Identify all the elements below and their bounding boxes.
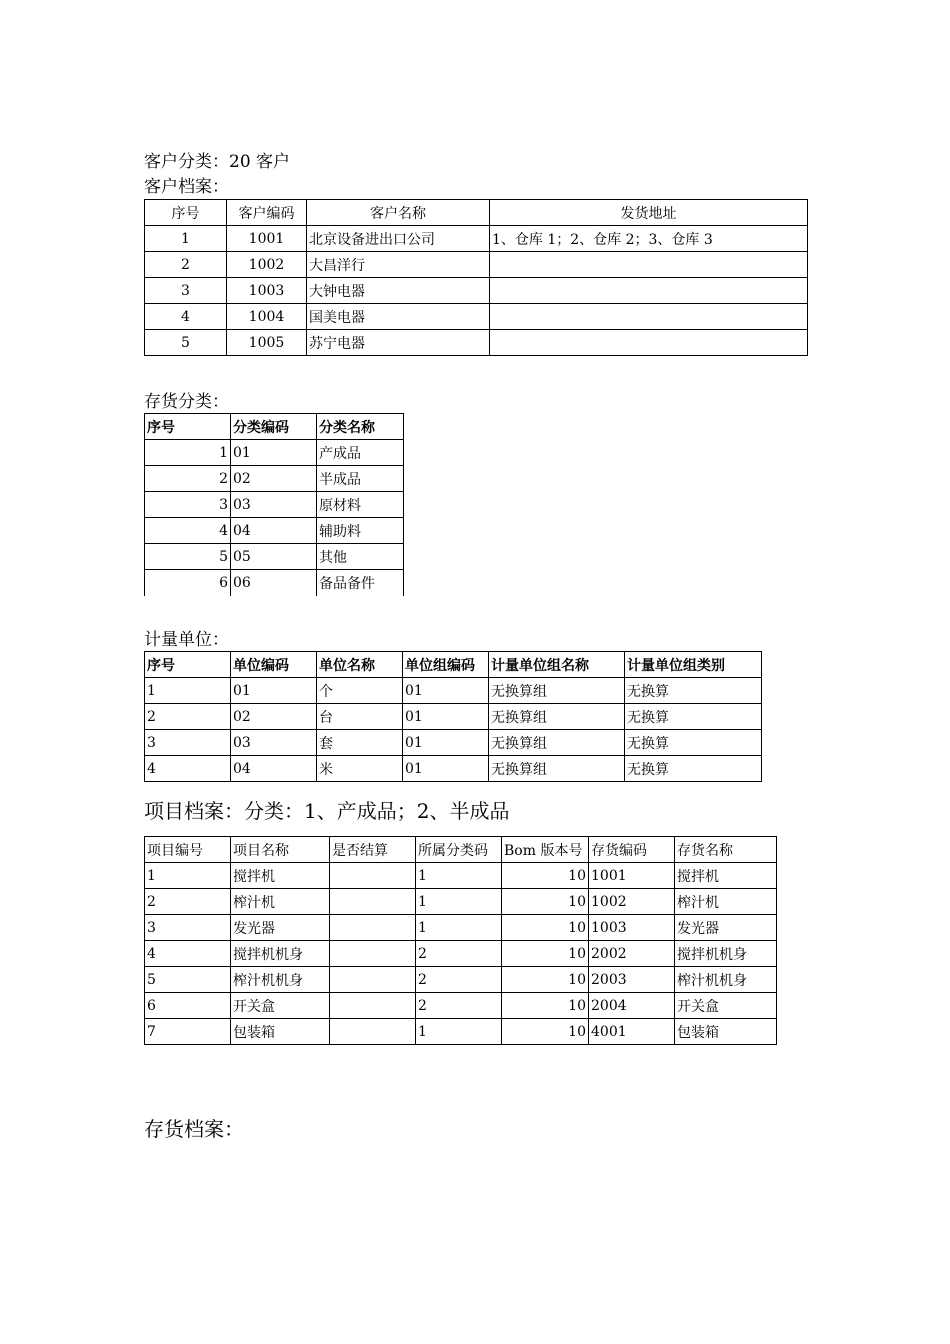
- table-cell: 北京设备进出口公司: [307, 226, 490, 252]
- units-table: [144, 651, 762, 782]
- table-cell: 3: [145, 492, 231, 518]
- table-row: [145, 704, 762, 730]
- header-cell: 序号: [145, 200, 227, 226]
- table-cell: 其他: [317, 544, 404, 570]
- table-cell: 1: [416, 863, 502, 889]
- table-cell: [330, 863, 416, 889]
- project-title: 项目档案：分类：1、产成品；2、半成品: [144, 799, 510, 823]
- table-cell: 套: [317, 730, 403, 756]
- table-row: [145, 863, 777, 889]
- table-cell: 10: [502, 967, 589, 993]
- table-row: [145, 440, 404, 466]
- table-cell: 包装箱: [675, 1019, 777, 1045]
- table-cell: 无换算: [625, 756, 762, 782]
- table-cell: 04: [231, 756, 317, 782]
- table-cell: 苏宁电器: [307, 330, 490, 356]
- table-cell: 6: [145, 993, 231, 1019]
- header-cell: 计量单位组类别: [625, 652, 762, 678]
- table-row: [145, 304, 808, 330]
- table-cell: 榨汁机机身: [231, 967, 330, 993]
- table-row: [145, 252, 808, 278]
- table-cell: 01: [403, 704, 489, 730]
- table-row: [145, 889, 777, 915]
- table-cell: 榨汁机: [231, 889, 330, 915]
- table-cell: 01: [403, 730, 489, 756]
- table-cell: 榨汁机: [675, 889, 777, 915]
- table-header-row: [145, 837, 777, 863]
- table-cell: 2: [145, 704, 231, 730]
- table-row: [145, 330, 808, 356]
- table-row: [145, 492, 404, 518]
- header-cell: 单位组编码: [403, 652, 489, 678]
- table-cell: 10: [502, 993, 589, 1019]
- table-cell: 4: [145, 304, 227, 330]
- table-cell: 03: [231, 492, 317, 518]
- table-cell: 大钟电器: [307, 278, 490, 304]
- customer-class-line: 客户分类：20 客户: [144, 152, 291, 172]
- table-row: [145, 756, 762, 782]
- table-header-row: [145, 652, 762, 678]
- table-cell: 1: [416, 915, 502, 941]
- table-row: [145, 993, 777, 1019]
- table-cell: [490, 330, 808, 356]
- inventory-class-table: [144, 413, 404, 596]
- table-cell: 发光器: [231, 915, 330, 941]
- table-cell: 5: [145, 544, 231, 570]
- table-row: [145, 518, 404, 544]
- header-cell: 单位编码: [231, 652, 317, 678]
- table-cell: 10: [502, 915, 589, 941]
- table-cell: 2004: [589, 993, 675, 1019]
- project-table: [144, 836, 777, 1045]
- table-cell: 1001: [227, 226, 307, 252]
- table-row: [145, 1019, 777, 1045]
- table-cell: 01: [231, 678, 317, 704]
- table-cell: 搅拌机: [231, 863, 330, 889]
- table-cell: 06: [231, 570, 317, 596]
- table-cell: 1003: [589, 915, 675, 941]
- table-cell: 4: [145, 756, 231, 782]
- table-cell: 02: [231, 466, 317, 492]
- table-cell: 2: [145, 889, 231, 915]
- table-row: [145, 544, 404, 570]
- table-cell: 无换算组: [489, 678, 625, 704]
- header-cell: 序号: [145, 652, 231, 678]
- table-cell: 4: [145, 518, 231, 544]
- table-cell: 5: [145, 967, 231, 993]
- table-cell: 无换算组: [489, 730, 625, 756]
- table-cell: 台: [317, 704, 403, 730]
- table-cell: 1005: [227, 330, 307, 356]
- header-cell: 分类名称: [317, 414, 404, 440]
- table-cell: 6: [145, 570, 231, 596]
- table-cell: 榨汁机机身: [675, 967, 777, 993]
- table-cell: 发光器: [675, 915, 777, 941]
- table-cell: 1: [416, 889, 502, 915]
- table-cell: 半成品: [317, 466, 404, 492]
- table-cell: 开关盒: [231, 993, 330, 1019]
- header-cell: Bom 版本号: [502, 837, 589, 863]
- table-cell: 原材料: [317, 492, 404, 518]
- table-row: [145, 678, 762, 704]
- table-cell: 3: [145, 915, 231, 941]
- header-cell: 单位名称: [317, 652, 403, 678]
- table-cell: 1002: [589, 889, 675, 915]
- table-cell: 无换算: [625, 730, 762, 756]
- table-cell: 10: [502, 941, 589, 967]
- table-cell: 4: [145, 941, 231, 967]
- table-cell: 个: [317, 678, 403, 704]
- table-row: [145, 226, 808, 252]
- table-cell: [330, 941, 416, 967]
- table-row: [145, 967, 777, 993]
- table-row: [145, 941, 777, 967]
- table-cell: 1003: [227, 278, 307, 304]
- table-row: [145, 570, 404, 596]
- table-cell: 包装箱: [231, 1019, 330, 1045]
- table-cell: 2: [416, 993, 502, 1019]
- table-cell: 1: [145, 678, 231, 704]
- table-row: [145, 278, 808, 304]
- table-cell: [330, 915, 416, 941]
- table-cell: 搅拌机机身: [675, 941, 777, 967]
- table-cell: 4001: [589, 1019, 675, 1045]
- header-cell: 客户名称: [307, 200, 490, 226]
- table-cell: 01: [231, 440, 317, 466]
- table-cell: [330, 889, 416, 915]
- table-cell: 米: [317, 756, 403, 782]
- table-cell: 01: [403, 678, 489, 704]
- header-cell: 项目名称: [231, 837, 330, 863]
- table-cell: 辅助料: [317, 518, 404, 544]
- table-cell: 2: [416, 941, 502, 967]
- table-cell: 无换算: [625, 704, 762, 730]
- table-cell: 10: [502, 1019, 589, 1045]
- table-cell: 10: [502, 889, 589, 915]
- header-cell: 所属分类码: [416, 837, 502, 863]
- table-cell: 3: [145, 278, 227, 304]
- table-cell: 02: [231, 704, 317, 730]
- table-cell: 1001: [589, 863, 675, 889]
- table-cell: 1: [145, 226, 227, 252]
- table-cell: 1: [416, 1019, 502, 1045]
- table-header-row: [145, 200, 808, 226]
- table-cell: 2: [145, 466, 231, 492]
- header-cell: 项目编号: [145, 837, 231, 863]
- table-cell: 搅拌机: [675, 863, 777, 889]
- header-cell: 存货名称: [675, 837, 777, 863]
- table-cell: [330, 967, 416, 993]
- header-cell: 分类编码: [231, 414, 317, 440]
- table-cell: 搅拌机机身: [231, 941, 330, 967]
- inventory-class-title: 存货分类：: [144, 392, 229, 412]
- header-cell: 发货地址: [490, 200, 808, 226]
- header-cell: 客户编码: [227, 200, 307, 226]
- table-cell: 05: [231, 544, 317, 570]
- table-cell: [490, 252, 808, 278]
- table-cell: 1: [145, 863, 231, 889]
- table-cell: 备品备件: [317, 570, 404, 596]
- table-cell: [330, 993, 416, 1019]
- table-cell: 无换算组: [489, 756, 625, 782]
- customer-table: [144, 199, 808, 356]
- table-cell: 1002: [227, 252, 307, 278]
- customer-file-title: 客户档案：: [144, 177, 229, 197]
- table-cell: 无换算: [625, 678, 762, 704]
- table-row: [145, 915, 777, 941]
- table-cell: 5: [145, 330, 227, 356]
- units-title: 计量单位：: [144, 630, 229, 650]
- table-cell: 1: [145, 440, 231, 466]
- table-cell: 04: [231, 518, 317, 544]
- table-cell: 01: [403, 756, 489, 782]
- table-cell: 1004: [227, 304, 307, 330]
- table-header-row: [145, 414, 404, 440]
- table-cell: 1、仓库 1；2、仓库 2；3、仓库 3: [490, 226, 808, 252]
- table-cell: 2: [145, 252, 227, 278]
- table-cell: 03: [231, 730, 317, 756]
- table-cell: 无换算组: [489, 704, 625, 730]
- table-row: [145, 730, 762, 756]
- table-cell: [330, 1019, 416, 1045]
- table-cell: 产成品: [317, 440, 404, 466]
- header-cell: 序号: [145, 414, 231, 440]
- table-cell: 大昌洋行: [307, 252, 490, 278]
- header-cell: 计量单位组名称: [489, 652, 625, 678]
- inventory-file-title: 存货档案：: [144, 1117, 244, 1141]
- table-cell: 2003: [589, 967, 675, 993]
- table-cell: [490, 304, 808, 330]
- header-cell: 是否结算: [330, 837, 416, 863]
- table-cell: [490, 278, 808, 304]
- table-cell: 7: [145, 1019, 231, 1045]
- table-row: [145, 466, 404, 492]
- table-cell: 3: [145, 730, 231, 756]
- table-cell: 2002: [589, 941, 675, 967]
- header-cell: 存货编码: [589, 837, 675, 863]
- table-cell: 国美电器: [307, 304, 490, 330]
- table-cell: 10: [502, 863, 589, 889]
- table-cell: 2: [416, 967, 502, 993]
- table-cell: 开关盒: [675, 993, 777, 1019]
